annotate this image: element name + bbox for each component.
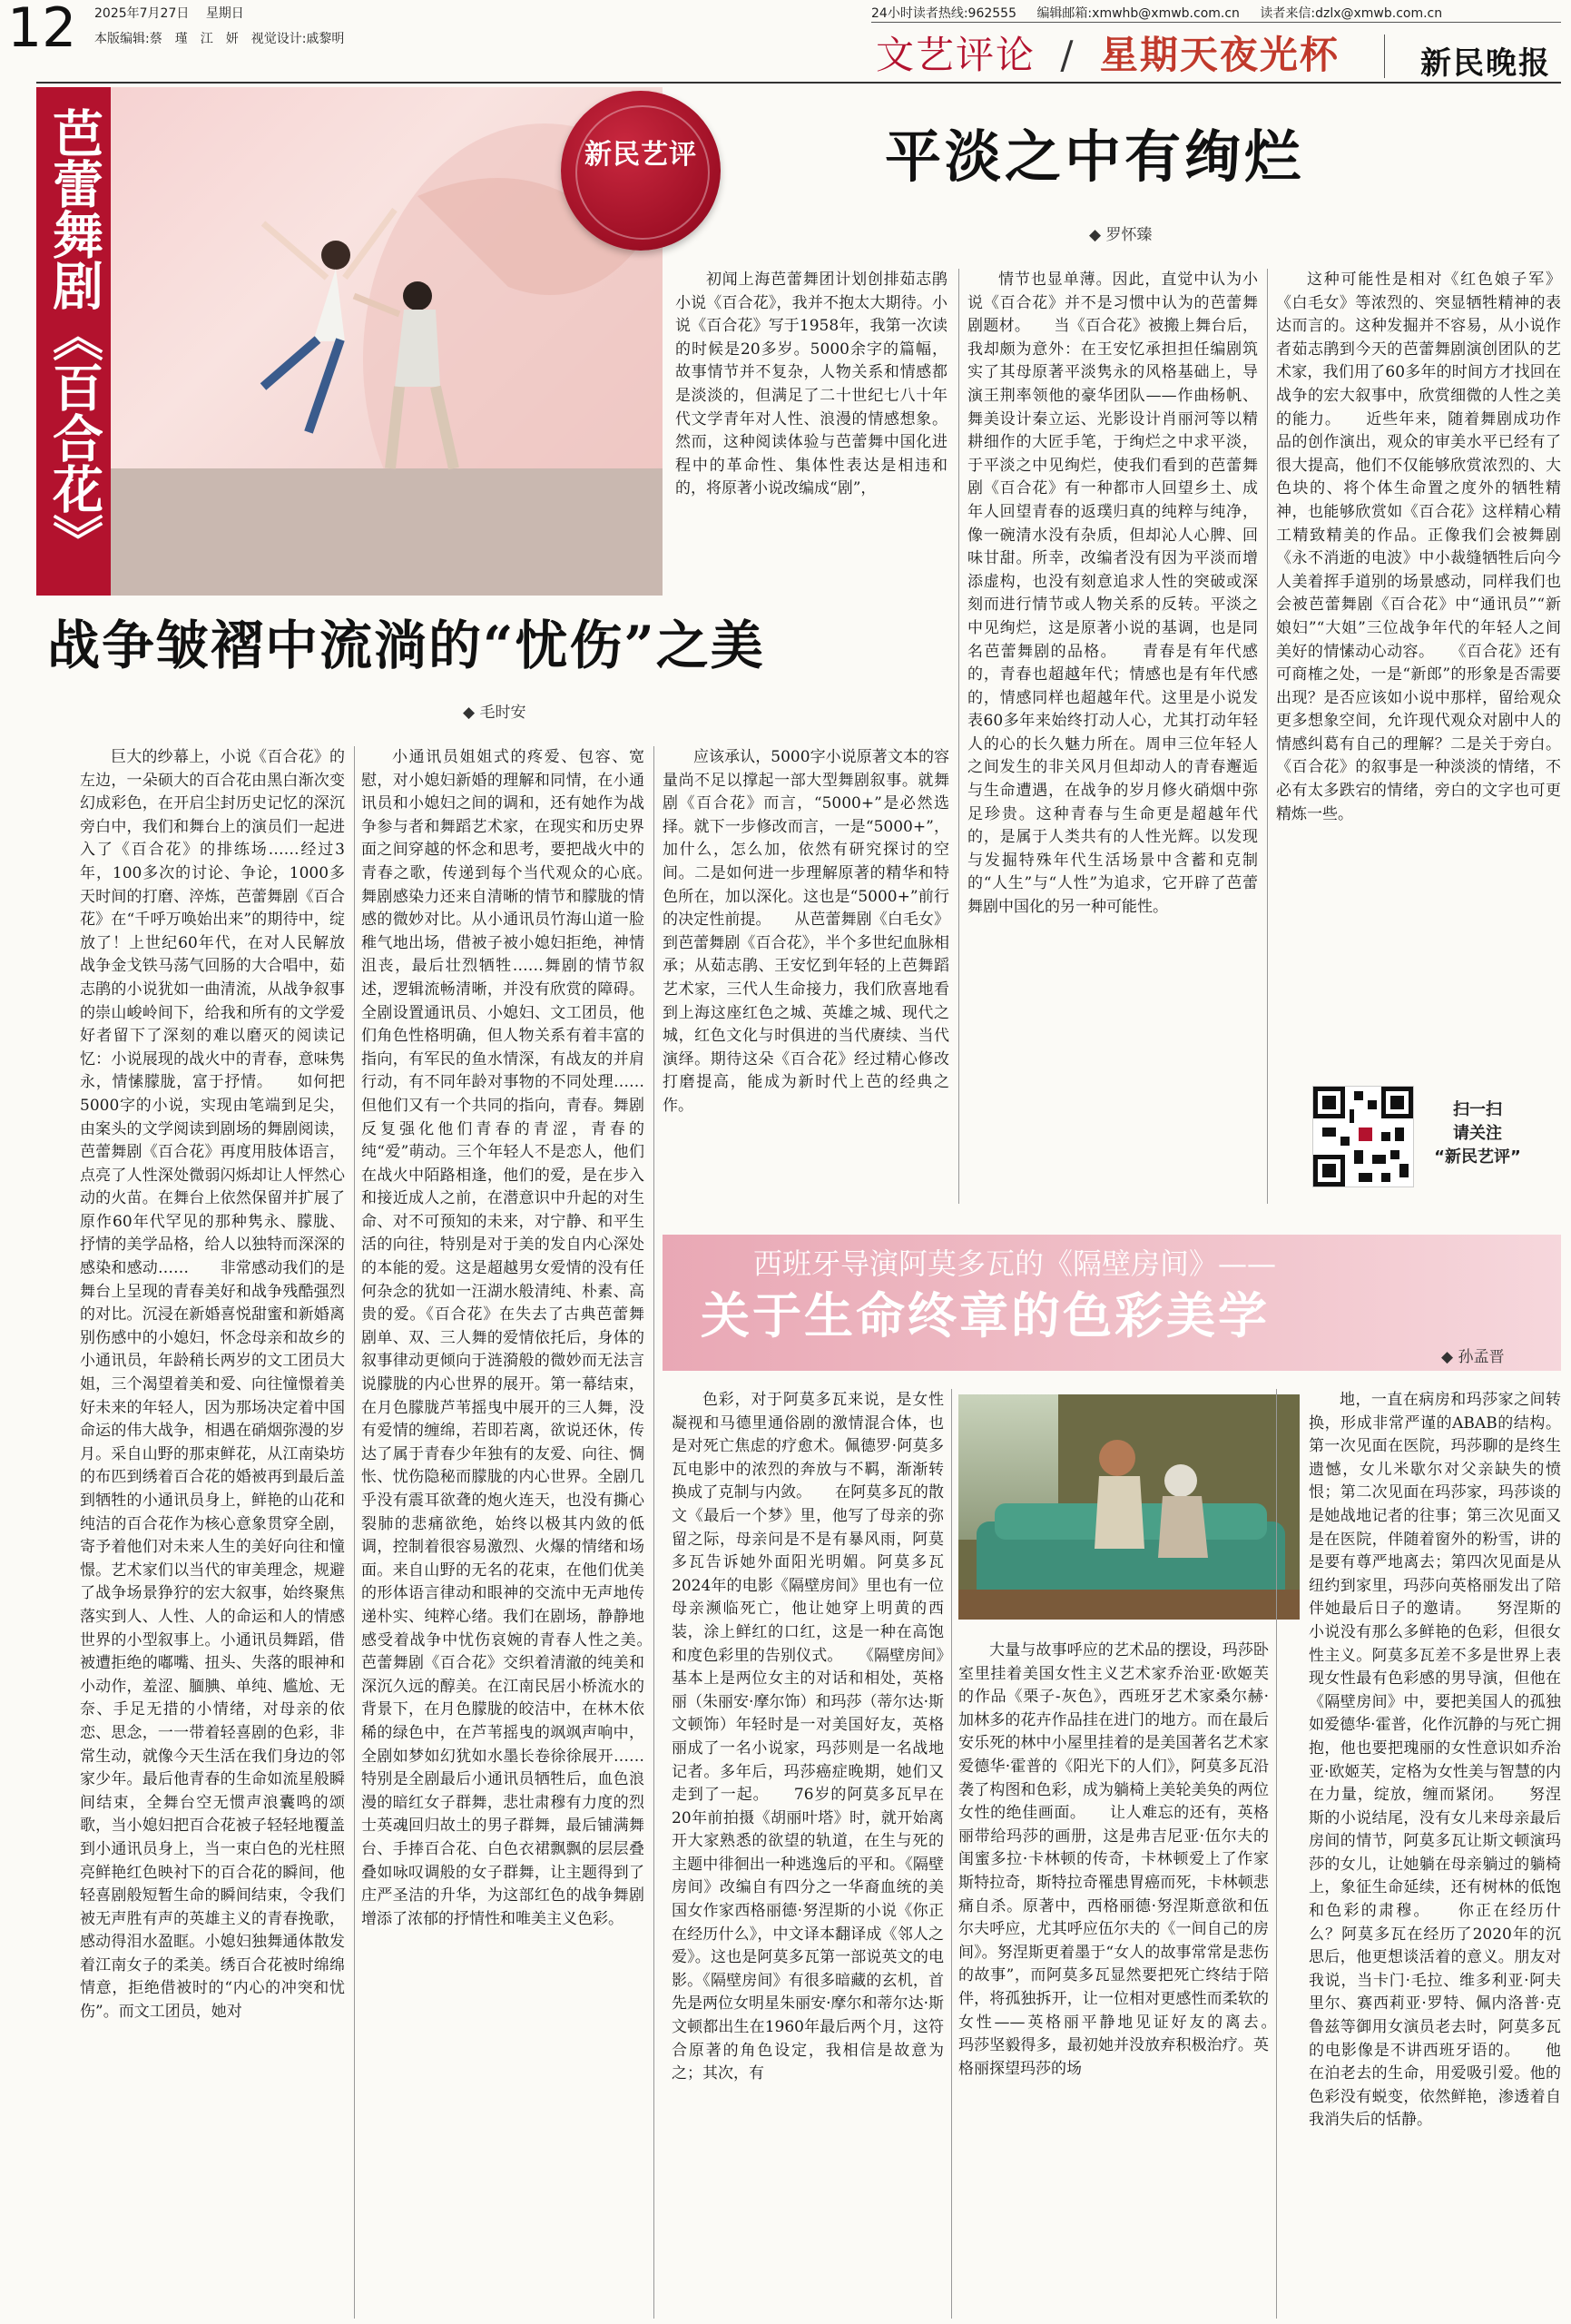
column-rule	[958, 269, 959, 1204]
reader-hotline: 24小时读者热线:962555	[871, 6, 1016, 21]
issue-weekday: 星期日	[205, 6, 244, 21]
article2-title: 战争皱褶中流淌的“忧伤”之美	[47, 615, 765, 676]
qr-caption	[1423, 1098, 1532, 1169]
article3-col3: 地，一直在病房和玛莎家之间转换，形成非常严谨的ABAB的结构。第一次见面在医院，玛莎聊的是终生遗憾，女儿米歇尔对父亲缺失的愤恨；第二次见面在玛莎家，玛莎谈的是她战地记者的往事；第三次见面又是在医院，伴随着窗外的粉雪，讲的是要有尊严地离去；第四次见面是从纽约到家里，玛莎向英格丽发出了陪伴她最后日子的邀请。 努涅斯的小说没有那么多鲜艳的色彩，但很女性主义。阿莫多瓦差不多是世界上表现女性最有色彩感的男导演，但他在《隔壁房间》中，要把美国人的孤独如爱德华·霍普，化作沉静的与死亡拥抱，他也要把瑰丽的女性意识如乔治亚·欧姬芙，定格为女性美与智慧的内在力量，绽放，缠而紧闭。 努涅斯的小说结尾，没有女儿来母亲最后房间的情节，阿莫多瓦让斯文顿演玛莎的女儿，让她躺在母亲躺过的躺椅上，象征生命延续，还有树林的低饱和色彩的肃穆。 你正在经历什么？阿莫多瓦在经历了2020年的沉思后，他更想谈活着的意义。朋友对我说，当卡门·毛拉、维多利亚·阿夫里尔、赛西莉亚·罗特、佩内洛普·克鲁兹等御用女演员老去时，阿莫多瓦的电影像是不讲西班牙语的。 他在泊老去的生命，用爱吸引爱。他的色彩没有蜕变，依然鲜艳，渗透着自我消失后的恬静。	[1309, 1391, 1561, 2130]
article3-title: 关于生命终章的色彩美学	[701, 1286, 1270, 1344]
masthead-bottom-rule	[36, 82, 1561, 84]
page-number: 12	[7, 0, 77, 60]
column-rule	[1276, 1389, 1277, 2319]
qr-code[interactable]	[1312, 1086, 1414, 1187]
article3-col1: 色彩，对于阿莫多瓦来说，是女性凝视和马德里通俗剧的激情混合体，也是对死亡焦虑的疗愈术。佩德罗·阿莫多瓦电影中的浓烈的奔放与不羁，渐渐转换成了克制与内敛。 在阿莫多瓦的散文《最后一个梦》里，他写了母亲的弥留之际，母亲问是不是有暴风雨，阿莫多瓦告诉她外面阳光明媚。阿莫多瓦2024年的电影《隔壁房间》里也有一位母亲濒临死亡，他让她穿上明黄的西装，涂上鲜红的口红，这是一种在高饱和度色彩里的告别仪式。 《隔壁房间》基本上是两位女主的对话和相处，英格丽（朱丽安·摩尔饰）和玛莎（蒂尔达·斯文顿饰）年轻时是一对美国好友，英格丽成了一名小说家，玛莎则是一名战地记者。多年后，玛莎癌症晚期，她们又走到了一起。 76岁的阿莫多瓦早在20年前拍摄《胡丽叶塔》时，就开始离开大家熟悉的欲望的轨道，在生与死的主题中徘徊出一种逃逸后的平和。《隔壁房间》改编自有四分之一华裔血统的美国女作家西格丽德·努涅斯的小说《你正在经历什么》，中文译本翻译成《邻人之爱》。这也是阿莫多瓦第一部说英文的电影。《隔壁房间》有很多暗藏的玄机，首先是两位女明星朱丽安·摩尔和蒂尔达·斯文顿都出生在1960年最后两个月，这符合原著的角色设定，我相信是故意为之；其次，有	[672, 1391, 944, 2083]
issue-date: 2025年7月27日	[94, 6, 190, 21]
article2-col2: 小通讯员姐姐式的疼爱、包容、宽慰，对小媳妇新婚的理解和同情，在小通讯员和小媳妇之间的调和，还有她作为战争参与者和舞蹈艺术家，在现实和历史界面之间穿越的怀念和思考，要把战火中的青春之歌，传递到每个当代观众的心底。 舞剧感染力还来自清晰的情节和朦胧的情感的微妙对比。从小通讯员竹海山道一脸稚气地出场，借被子被小媳妇拒绝，神情沮丧，最后壮烈牺牲……舞剧的情节叙述，逻辑流畅清晰，并没有欣赏的障碍。全剧设置通讯员、小媳妇、文工团员，他们角色性格明确，但人物关系有着丰富的指向，有军民的鱼水情深，有战友的并肩行动，有不同年龄对事物的不同处理……但他们又有一个共同的指向，青春。舞剧反复强化他们青春的青涩，青春的纯“爱”萌动。三个年轻人不是恋人，他们在战火中陌路相逢，他们的爱，是在步入和接近成人之前，在潜意识中升起的对生命、对不可预知的未来，对宁静、和平生活的向往，特别是对于美的发自内心深处的本能的爱。这是超越男女爱情的没有任何杂念的犹如一汪湖水般清纯、朴素、高贵的爱。《百合花》在失去了古典芭蕾舞剧单、双、三人舞的爱情依托后，身体的叙事律动更倾向于涟漪般的微妙而无法言说朦胧的内心世界的展开。第一幕结束，在月色朦胧芦苇摇曳中展开的三人舞，没有爱情的缠绵，若即若离，欲说还休，传达了属于青春少年独有的友爱、向往、惆怅、忧伤隐秘而朦胧的内心世界。全剧几乎没有震耳欲聋的炮火连天，也没有撕心裂肺的悲痛欲绝，始终以极其内敛的低调，控制着很容易激烈、火爆的情绪和场面。来自山野的无名的花束，在他们优美的形体语言律动和眼神的交流中无声地传递朴实、纯粹心绪。我们在剧场，静静地感受着战争中忧伤哀婉的青春人性之美。 芭蕾舞剧《百合花》交织着清澈的纯美和深沉久远的醇美。在江南民居小桥流水的背景下，在月色朦胧的皎洁中，在林木依稀的绿色中，在芦苇摇曳的飒飒声响中，全剧如梦如幻犹如水墨长卷徐徐展开……特别是全剧最后小通讯员牺牲后，血色浪漫的暗红女子群舞，悲壮肃穆有力度的烈士英魂回归故土的男子群舞，最后铺满舞台、手捧百合花、白色衣裙飘飘的层层叠叠如咏叹调般的女子群舞，让主题得到了庄严圣洁的升华，为这部红色的战争舞剧增添了浓郁的抒情性和唯美主义色彩。	[361, 748, 644, 1928]
article3-author: ◆ 孙孟晋	[1441, 1348, 1505, 1366]
masthead-top-rule	[871, 22, 1561, 23]
column-rule	[951, 1389, 952, 2319]
section-header	[876, 31, 1340, 80]
article1-title: 平淡之中有绚烂	[885, 123, 1305, 190]
contact-line	[871, 4, 1442, 22]
article1-col3: 这种可能性是相对《红色娘子军》《白毛女》等浓烈的、突显牺牲精神的表达而言的。这种发掘并不容易，从小说作者茹志鹃到今天的芭蕾舞剧演创团队的艺术家，我们用了60多年的时间方才找回在战争的宏大叙事中，欣赏细微的人性之美的能力。 近些年来，随着舞剧成功作品的创作演出，观众的审美水平已经有了很大提高，他们不仅能够欣赏浓烈的、大色块的、将个体生命置之度外的牺牲精神，也能够欣赏如《百合花》这样精心精工精致精美的作品。正像我们会被舞剧《永不消逝的电波》中小裁缝牺牲后向今人美着挥手道别的场景感动，同样我们也会被芭蕾舞剧《百合花》中“通讯员”“新娘妇”“大姐”三位战争年代的年轻人之间美好的情愫动心动容。 《百合花》还有可商榷之处，一是“新郎”的形象是否需要出现？是否应该如小说中那样，留给观众更多想象空间，允许现代观众对剧中人的情感纠葛有自己的理解？二是关于旁白。《百合花》的叙事是一种淡淡的情绪，不必有太多跌宕的情绪，旁白的文字也可更精炼一些。	[1276, 271, 1561, 823]
section-name: 文艺评论	[876, 33, 1036, 77]
column-rule	[1267, 269, 1268, 1204]
article2-col1: 巨大的纱幕上，小说《百合花》的左边，一朵硕大的百合花由黑白渐次变幻成彩色，在开启尘封历史记忆的深沉旁白中，我们和舞台上的演员们一起进入了《百合花》的排练场……经过3年，100多次的讨论、争论，1000多天时间的打磨、淬炼，芭蕾舞剧《百合花》在“千呼万唤始出来”的期待中，绽放了！上世纪60年代，在对人民解放战争金戈铁马荡气回肠的大合唱中，茹志鹃的小说犹如一曲清流，从战争叙事的崇山峻岭间下，给我和所有的文学爱好者留下了深刻的难以磨灭的阅读记忆：小说展现的战火中的青春，意味隽永，情愫朦胧，富于抒情。 如何把5000字的小说，实现由笔端到足尖，由案头的文学阅读到剧场的舞剧阅读，芭蕾舞剧《百合花》再度用肢体语言，点亮了人性深处微弱闪烁却让人怦然心动的火苗。在舞台上依然保留并扩展了原作60年代罕见的那种隽永、朦胧、抒情的美学品格，给人以独特而深深的感染和感动…… 非常感动我们的是舞台上呈现的青春美好和战争残酷强烈的对比。沉浸在新婚喜悦甜蜜和新婚离别伤感中的小媳妇，怀念母亲和故乡的小通讯员，年龄稍长两岁的文工团员大姐，三个渴望着美和爱、向往憧憬着美好未来的年轻人，因为那场决定着中国命运的伟大战争，相遇在硝烟弥漫的岁月。采自山野的那束鲜花，从江南染坊的布匹到绣着百合花的婚被再到最后盖到牺牲的小通讯员身上，鲜艳的山花和纯洁的百合花作为核心意象贯穿全剧，寄予着他们对未来人生的美好向往和憧憬。艺术家们以当代的审美理念，规避了战争场景狰狞的宏大叙事，始终聚焦落实到人、人性、人的命运和人的情感世界的小型叙事上。小通讯员舞蹈，借被遭拒绝的嘟嘴、扭头、失落的眼神和小动作，羞涩、腼腆、单纯、尴尬、无奈、手足无措的小情绪，对母亲的依恋、思念，一一带着轻喜剧的色彩，非常生动，就像今天生活在我们身边的邻家少年。最后他青春的生命如流星般瞬间结束，全舞台空无惯声浪囊鸣的颂歌，当小媳妇把百合花被子轻轻地覆盖到小通讯员身上，当一束白色的光柱照亮鲜艳红色映衬下的百合花的瞬间，他轻喜剧般短暂生命的瞬间结束，令我们被无声胜有声的英雄主义的青春挽歌，感动得泪水盈眶。小媳妇独舞通体散发着江南女子的柔美。绣百合花被时绵绵情意，拒绝借被时的“内心的冲突和忧伤”。而文工团员，她对	[80, 748, 345, 2022]
newspaper-logo: 新民晚报	[1420, 45, 1551, 82]
seal-lettering: 新民艺评	[584, 139, 697, 171]
column-rule	[653, 746, 654, 2319]
editor-credits: 本版编辑:蔡 瑾 江 妍 视觉设计:戚黎明	[94, 32, 345, 46]
editor-email: 编辑邮箱:xmwhb@xmwb.com.cn	[1036, 6, 1240, 21]
qr-caption-line1: 扫一扫	[1453, 1100, 1502, 1119]
art-review-seal	[561, 91, 721, 251]
date-line	[94, 4, 244, 22]
article1-author: ◆ 罗怀臻	[1089, 226, 1153, 244]
section-slash: /	[1060, 33, 1075, 77]
qr-caption-line3: “新民艺评”	[1434, 1147, 1521, 1167]
film-still-illustration	[958, 1394, 1300, 1620]
article3-col2: 大量与故事呼应的艺术品的摆设，玛莎卧室里挂着美国女性主义艺术家乔治亚·欧姬芙的作品《栗子-灰色》，西班牙艺术家桑尔赫·加林多的花卉作品挂在进门的地方。而在最后安乐死的林中小屋里挂着的是美国著名艺术家爱德华·霍普的《阳光下的人们》，阿莫多瓦沿袭了构图和色彩，成为躺椅上美轮美奂的两位女性的绝佳画面。 让人难忘的还有，英格丽带给玛莎的画册，这是弗吉尼亚·伍尔夫的闺蜜多拉·卡林顿的传奇，卡林顿爱上了作家斯特拉奇，斯特拉奇罹患胃癌而死，卡林顿悲痛自杀。原著中，西格丽德·努涅斯意欲和伍尔夫呼应，尤其呼应伍尔夫的《一间自己的房间》。努涅斯更着墨于“女人的故事常常是悲伤的故事”，而阿莫多瓦显然要把死亡终结于陪伴，将孤独拆开，让一位相对更感性而柔软的女性——英格丽平静地见证好友的离去。 玛莎坚毅得多，最初她并没放弃积极治疗。英格丽探望玛莎的场	[958, 1641, 1269, 2078]
article2-author: ◆ 毛时安	[463, 704, 526, 722]
reader-letters-email: 读者来信:dzlx@xmwb.com.cn	[1260, 6, 1443, 21]
masthead-divider	[1384, 34, 1385, 78]
column-rule	[354, 746, 355, 2319]
film-still	[958, 1394, 1300, 1620]
qr-caption-line2: 请关注	[1453, 1124, 1502, 1143]
side-title: 芭蕾舞剧《百合花》	[44, 107, 104, 565]
article3-subtitle: 西班牙导演阿莫多瓦的《隔壁房间》——	[753, 1246, 1277, 1281]
article2-col3: 应该承认，5000字小说原著文本的容量尚不足以撑起一部大型舞剧叙事。就舞剧《百合花》而言，“5000+”是必然选择。就下一步修改而言，一是“5000+”，加什么，怎么加，依然有研究探讨的空间。二是如何进一步理解原著的精华和特色所在，加以深化。这也是“5000+”前行的决定性前提。 从芭蕾舞剧《白毛女》到芭蕾舞剧《百合花》，半个多世纪血脉相承；从茹志鹃、王安忆到年轻的上芭舞蹈艺术家，三代人生命接力，我们欣喜地看到上海这座红色之城、英雄之城、现代之城，红色文化与时俱进的当代赓续、当代演绎。期待这朵《百合花》经过精心修改打磨提高，能成为新时代上芭的经典之作。	[663, 748, 949, 1115]
column-name: 星期天夜光杯	[1099, 33, 1340, 77]
article1-col1: 初闻上海芭蕾舞团计划创排茹志鹃小说《百合花》，我并不抱太大期待。小说《百合花》写于1958年，我第一次读的时候是20多岁。5000余字的篇幅，故事情节并不复杂，人物关系和情感都是淡淡的，但满足了二十世纪七八十年代文学青年对人性、浪漫的情感想象。然而，这种阅读体验与芭蕾舞中国化进程中的革命性、集体性表达是相违和的，将原著小说改编成“剧”，	[675, 271, 948, 498]
qr-pattern-icon	[1313, 1087, 1413, 1187]
article1-col2: 情节也显单薄。因此，直觉中认为小说《百合花》并不是习惯中认为的芭蕾舞剧题材。 当《百合花》被搬上舞台后，我却颇为意外：在王安忆承担担任编剧筑实了其母原著平淡隽永的风格基础上，导演王荆率领他的豪华团队——作曲杨帆、舞美设计秦立运、光影设计肖丽河等以精耕细作的大匠手笔，于绚烂之中求平淡，于平淡之中见绚烂，使我们看到的芭蕾舞剧《百合花》有一种都市人回望乡土、成年人回望青春的返璞归真的纯粹与纯净，像一碗清水没有杂质，但却沁人心脾、回味甘甜。所幸，改编者没有因为平淡而增添虚构，也没有刻意追求人性的突破或深刻而进行情节或人物关系的反转。平淡之中见绚烂，这是原著小说的基调，也是同名芭蕾舞剧的品格。 青春是有年代感的，青春也超越年代；情感也是有年代感的，情感同样也超越年代。这里是小说发表60多年来始终打动人心，尤其打动年轻人的心的长久魅力所在。周申三位年轻人之间发生的非关风月但却动人的青春邂逅与生命遭遇，在战争的岁月修火硝烟中弥足珍贵。这种青春与生命更是超越年代的，是属于人类共有的人性光辉。以发现与发掘特殊年代生活场景中含蓄和克制的“人生”与“人性”为追求，它开辟了芭蕾舞剧中国化的另一种可能性。	[967, 271, 1258, 917]
